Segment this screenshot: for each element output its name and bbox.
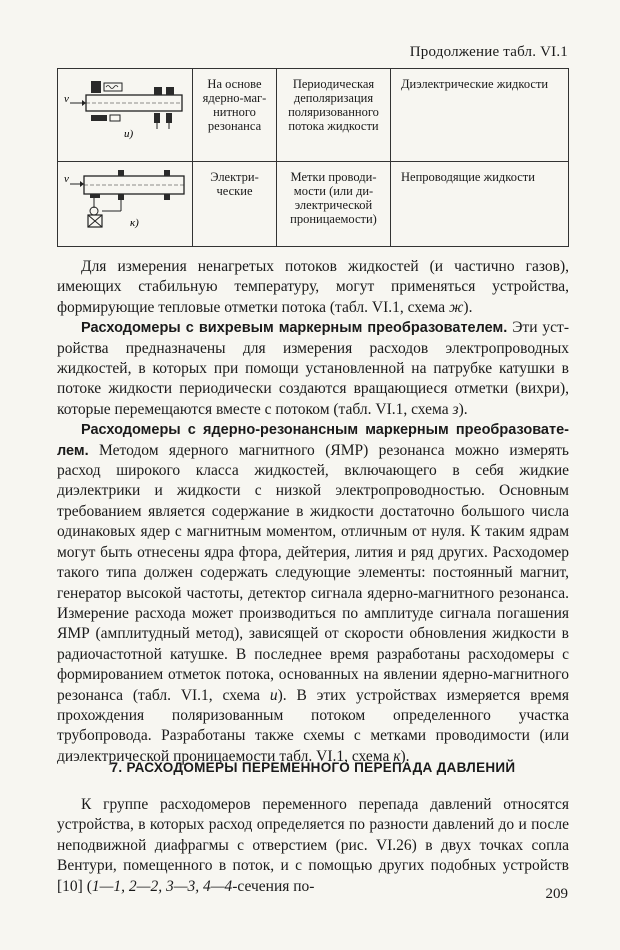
scheme-diagram-conductivity: [58, 162, 193, 247]
table-row: [58, 69, 569, 162]
paragraph-lead: Расходомеры с вихревым маркерным преобразователем.: [81, 320, 508, 337]
velocity-label: v: [64, 173, 69, 185]
marker-cell: Периодическая деполяризация поляризованного потока жидкости: [277, 69, 391, 162]
marker-cell: Метки проводимости (или диэлектрической проницаемости): [277, 162, 391, 247]
media-cell: Непроводящие жидкости: [391, 162, 569, 247]
principle-cell: На основе ядерно-магнитного резонанса: [193, 69, 277, 162]
diagram-label: к): [130, 217, 139, 229]
paragraph: Для измерения ненагретых потоков жидкостей (и частично газов), имеющих стабильную температуру, могут применяться устройства, формирующие тепловые отметки потока (табл. VI.1, схема ж).: [57, 258, 569, 316]
table-row: [58, 162, 569, 247]
diagram-label: и): [124, 128, 134, 140]
flowmeter-table: [57, 68, 569, 247]
paragraph: Расходомеры с ядерно-резонансным маркерным преобразователем. Методом ядерного магнитного (ЯМР) резонанса можно измерять расход широкого класса жидкостей, включающего в себя жидкие диэлектрики и жидкости с низкой электропроводностью. Основным требованием является содержание в жидкости достаточно большого числа одинаковых ядер с магнитным моментом, отличным от нуля. К таким ядрам могут быть отнесены ядра фтора, дейтерия, лития и ряд других. Расходомер такого типа должен содержать следующие элементы: постоянный магнит, генератор высокой частоты, детектор сигнала ядерно-магнитного резонанса. Измерение расхода может производиться по амплитуде сигнала погашения ЯМР (амплитудный метод), зависящей от скорости обновления жидкости в радиочастотной катушке. В последнее время разработаны расходомеры с формированием отметок потока, основанных на явлении ядерно-магнитного резонанса (табл. VI.1, схема и). В этих устройствах измеряется время прохождения поляризованным потоком определенного участка трубопровода. Разработаны также схемы с метками проводимости (или диэлектрической проницаемости табл. VI.1, схема к).: [57, 422, 569, 765]
section-title: 7. РАСХОДОМЕРЫ ПЕРЕМЕННОГО ПЕРЕПАДА ДАВЛЕНИЙ: [110, 760, 516, 775]
page-number: 209: [545, 886, 568, 902]
velocity-label: v: [64, 93, 69, 105]
table-continuation-header: Продолжение табл. VI.1: [409, 44, 568, 60]
paragraph: К группе расходомеров переменного перепада давлений относятся устройства, в которых расход определяется по разности давлений до и после неподвижной диафрагмы с отверстием (рис. VI.26) в двух точках сопла Вентури, помещенного в поток, и с помощью других подобных устройств [10] (1—1, 2—2, 3—3, 4—4-сечения по-: [57, 796, 569, 895]
media-cell: Диэлектрические жидкости: [391, 69, 569, 162]
principle-cell: Электрические: [193, 162, 277, 247]
body-text-section7: [57, 795, 569, 897]
paragraph-lead: Расходомеры с ядерно-резонансным маркерным преобразователем.: [57, 422, 569, 459]
scheme-diagram-nmr: [58, 69, 193, 162]
body-text: [57, 257, 569, 767]
paragraph: Расходомеры с вихревым маркерным преобразователем. Эти устройства предназначены для измерения расходов электропроводных жидкостей, в которых при помощи установленной на патрубке катушки в потоке жидкости периодически создаются вращающиеся отметки (вихри), которые перемещаются вместе с потоком (табл. VI.1, схема з).: [57, 319, 569, 418]
